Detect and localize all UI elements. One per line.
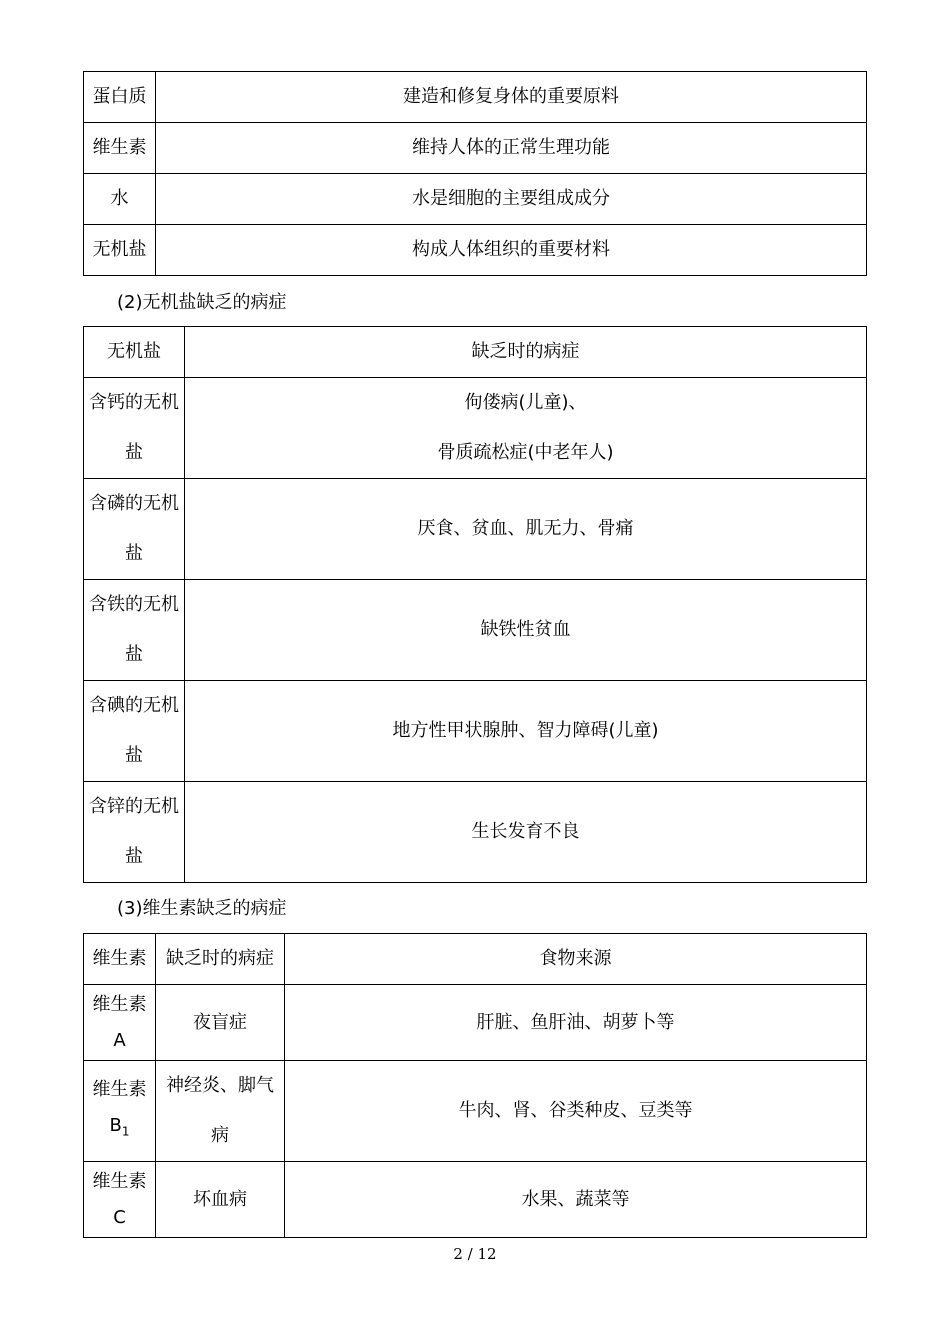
deficiency-symptom (156, 1061, 285, 1162)
food-source: 肝脏、鱼肝油、胡萝卜等 (285, 985, 867, 1061)
mineral-name-line2: 盐 (125, 846, 143, 867)
mineral-name-line2: 盐 (125, 442, 143, 463)
nutrient-name: 维生素 (84, 123, 156, 174)
vitamin-name-line2: A (113, 1029, 126, 1051)
table-row (84, 378, 867, 479)
table-row (84, 1162, 867, 1238)
symptom-line1: 神经炎、脚气 (166, 1075, 274, 1096)
vitamin-name-line1: 维生素 (92, 1079, 147, 1101)
table-header-row (84, 327, 867, 378)
mineral-name-line2: 盐 (125, 745, 143, 766)
mineral-name-line1: 含碘的无机 (89, 695, 179, 716)
vitamin-subscript: 1 (121, 1124, 130, 1139)
column-header: 食物来源 (285, 934, 867, 985)
vitamin-name (84, 985, 156, 1061)
deficiency-symptom: 夜盲症 (156, 985, 285, 1061)
vitamin-name-line2 (84, 1108, 155, 1150)
mineral-name (84, 479, 185, 580)
symptom-line2: 病 (211, 1125, 229, 1146)
symptom-line1: 佝偻病(儿童)、 (464, 392, 587, 413)
table-row (84, 123, 867, 174)
nutrient-name: 无机盐 (84, 225, 156, 276)
vitamin-deficiency-table (83, 933, 867, 1238)
page-number: 2 / 12 (453, 1245, 497, 1263)
vitamin-name-line2: C (113, 1206, 126, 1228)
column-header: 维生素 (84, 934, 156, 985)
nutrient-role: 维持人体的正常生理功能 (156, 123, 867, 174)
table-row (84, 782, 867, 883)
deficiency-symptom: 地方性甲状腺肿、智力障碍(儿童) (185, 681, 867, 782)
mineral-name-line1: 含磷的无机 (89, 493, 179, 514)
mineral-name (84, 580, 185, 681)
nutrient-function-table (83, 71, 867, 276)
food-source: 牛肉、肾、谷类种皮、豆类等 (285, 1061, 867, 1162)
mineral-name (84, 681, 185, 782)
mineral-name-line1: 含钙的无机 (89, 392, 179, 413)
vitamin-name-line1: 维生素 (92, 993, 147, 1015)
table-row (84, 479, 867, 580)
table-row (84, 1061, 867, 1162)
table-row (84, 985, 867, 1061)
nutrient-role: 建造和修复身体的重要原料 (156, 72, 867, 123)
vitamin-name (84, 1061, 156, 1162)
table-row (84, 72, 867, 123)
section3-caption: (3)维生素缺乏的病症 (117, 898, 287, 919)
table-header-row (84, 934, 867, 985)
vitamin-letter: B (109, 1115, 122, 1137)
deficiency-symptom: 缺铁性贫血 (185, 580, 867, 681)
deficiency-symptom: 生长发育不良 (185, 782, 867, 883)
vitamin-name (84, 1162, 156, 1238)
vitamin-name-line1: 维生素 (92, 1170, 147, 1192)
deficiency-symptom: 坏血病 (156, 1162, 285, 1238)
deficiency-symptom: 厌食、贫血、肌无力、骨痛 (185, 479, 867, 580)
nutrient-role: 构成人体组织的重要材料 (156, 225, 867, 276)
table-row (84, 580, 867, 681)
table-row (84, 681, 867, 782)
mineral-name-line1: 含铁的无机 (89, 594, 179, 615)
deficiency-symptom (185, 378, 867, 479)
mineral-name-line1: 含锌的无机 (89, 796, 179, 817)
section2-caption: (2)无机盐缺乏的病症 (117, 292, 287, 313)
table-row (84, 225, 867, 276)
mineral-name (84, 782, 185, 883)
table-row (84, 174, 867, 225)
mineral-name-line2: 盐 (125, 644, 143, 665)
nutrient-role: 水是细胞的主要组成成分 (156, 174, 867, 225)
column-header: 缺乏时的病症 (185, 327, 867, 378)
column-header: 缺乏时的病症 (156, 934, 285, 985)
mineral-name-line2: 盐 (125, 543, 143, 564)
nutrient-name: 蛋白质 (84, 72, 156, 123)
column-header: 无机盐 (84, 327, 185, 378)
mineral-deficiency-table (83, 326, 867, 883)
nutrient-name: 水 (84, 174, 156, 225)
symptom-line2: 骨质疏松症(中老年人) (437, 442, 614, 463)
food-source: 水果、蔬菜等 (285, 1162, 867, 1238)
mineral-name (84, 378, 185, 479)
